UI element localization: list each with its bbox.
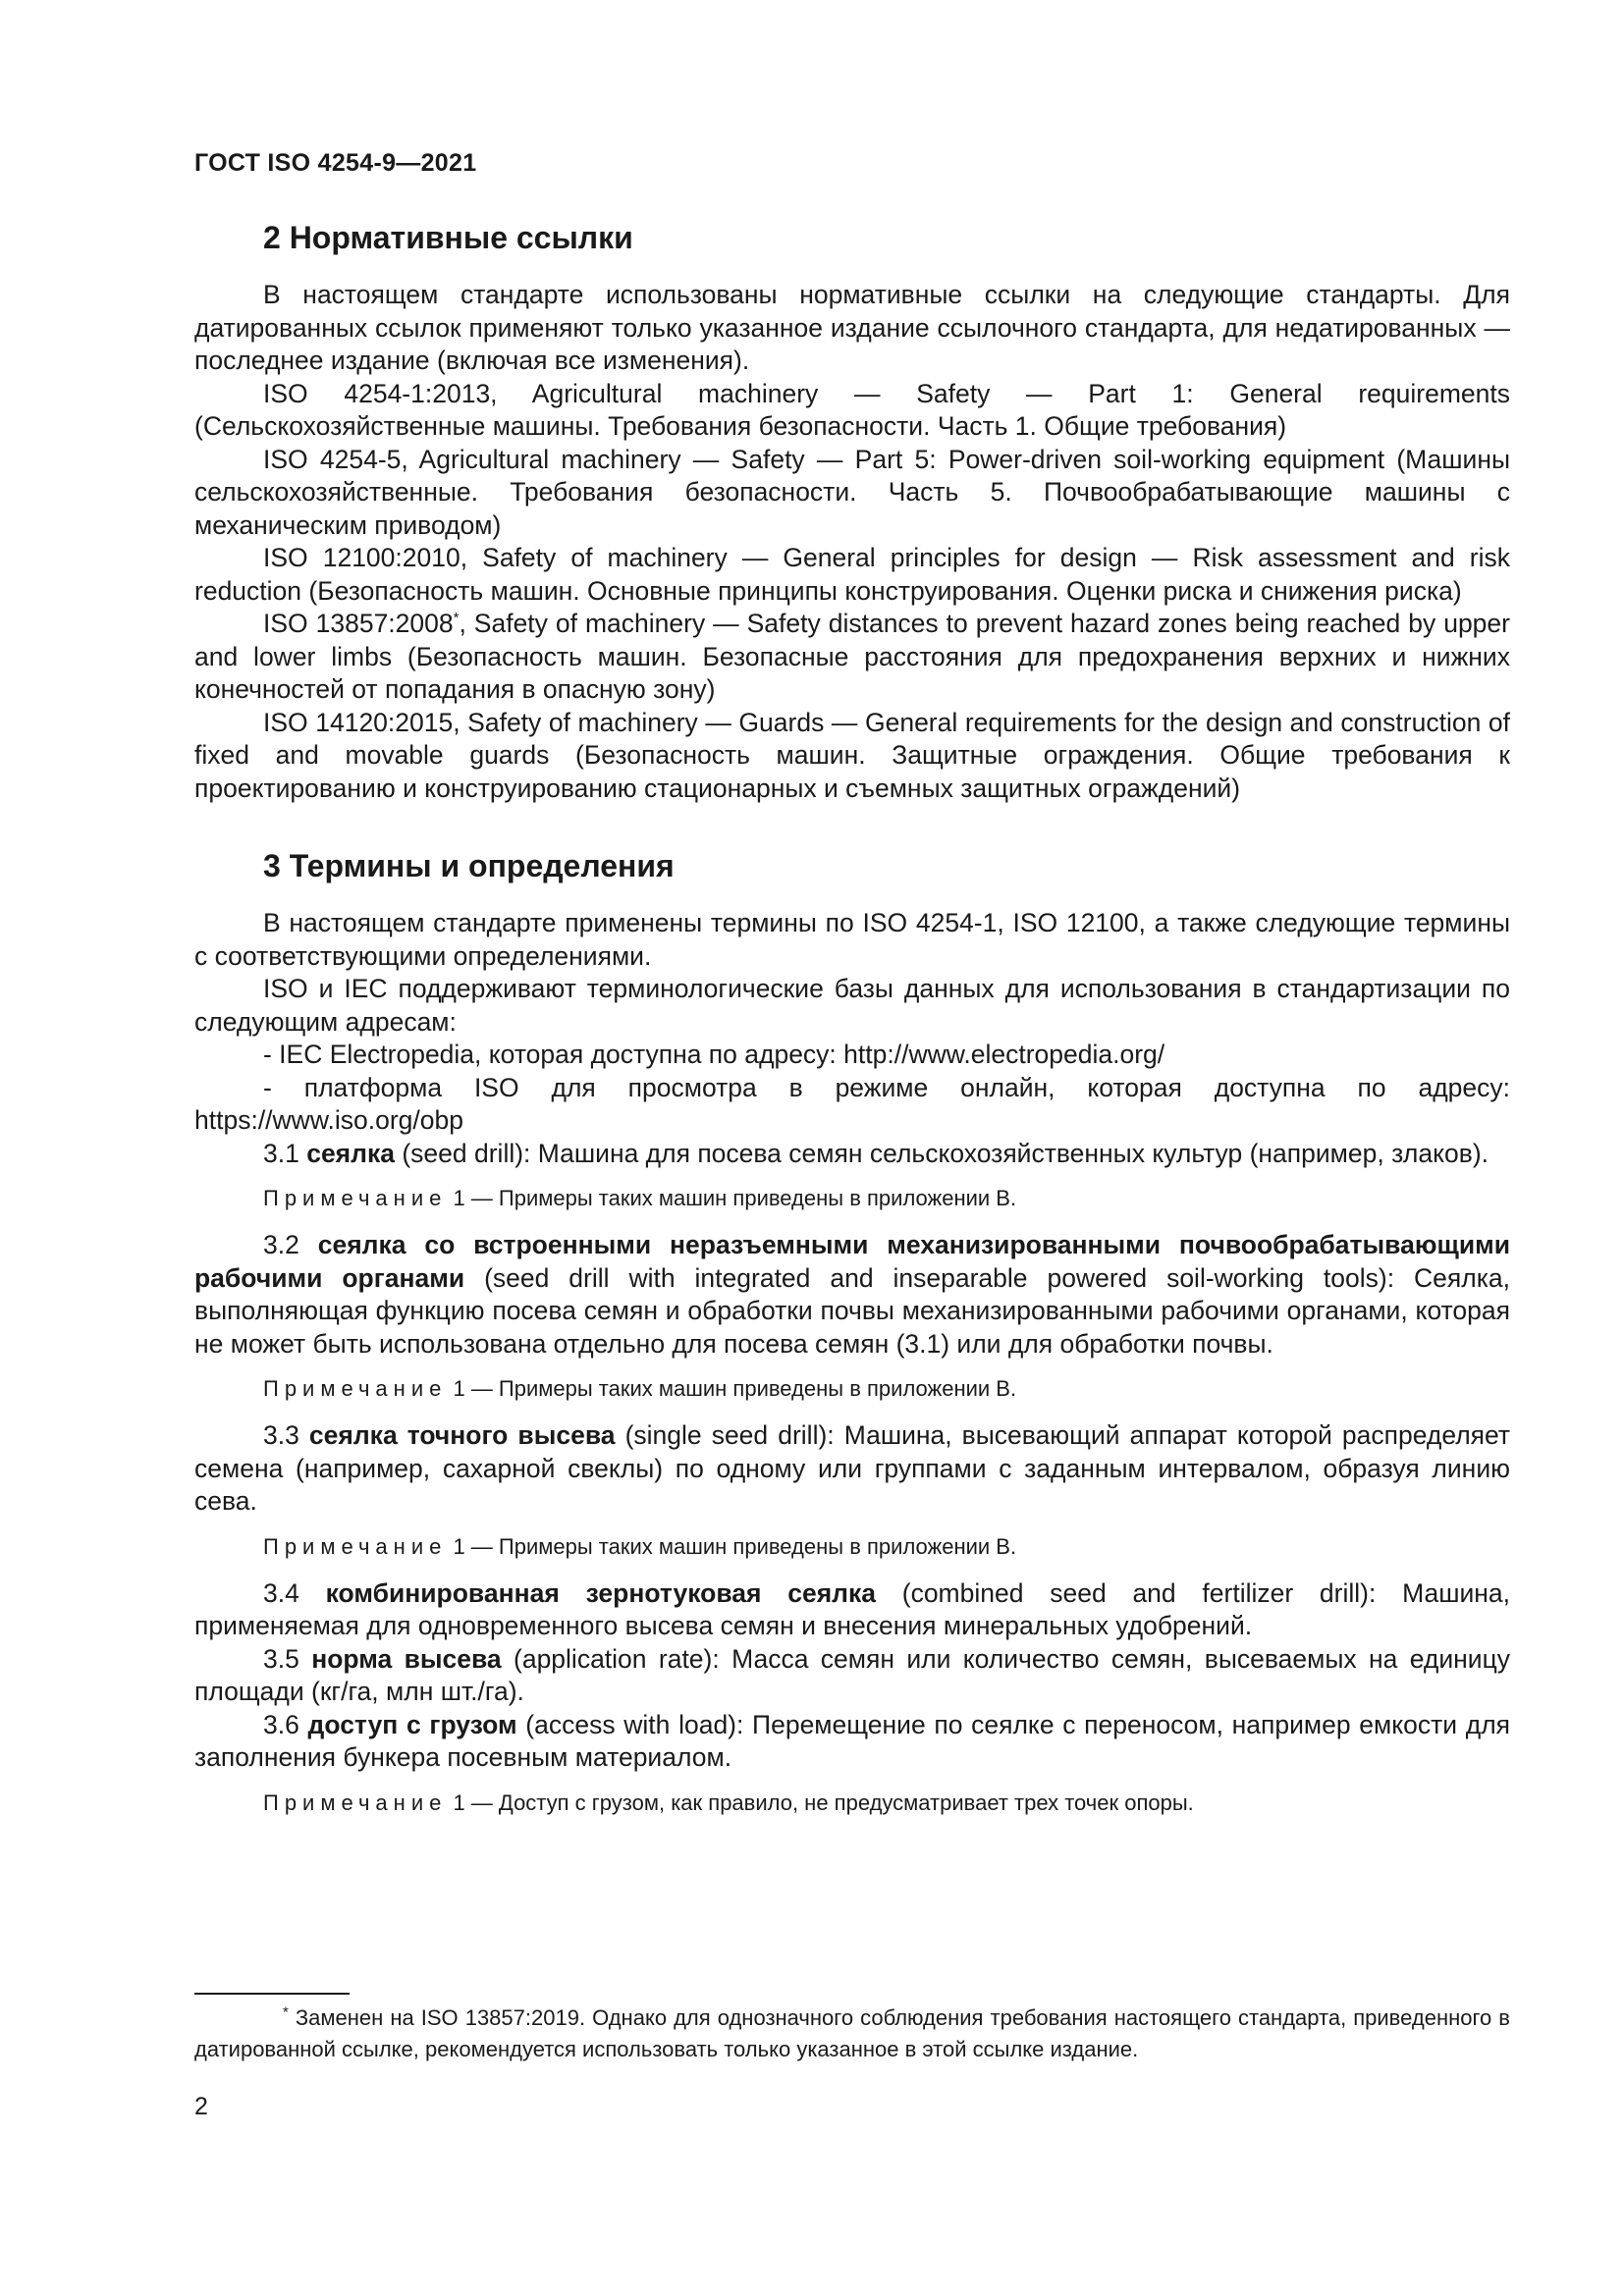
term-number: 3.3 [263,1420,309,1450]
reference-code: ISO 13857:2008 [263,609,454,638]
reference-item: ISO 4254-5, Agricultural machinery — Safety — Part 5: Power-driven soil-working equipment (Машины сельскохозяйственные. Требования безопасности. Часть 5. Почвообрабатывающие машины с механическим приводом) [194,444,1510,540]
term-definition: (access with load): Перемещение по сеялке с переносом, например емкости для заполнения бункера посевным материалом. [194,1709,1511,1772]
note [194,1532,1510,1562]
footnote-divider [194,1993,350,1995]
section-3-title: 3 Термины и определения [263,848,675,883]
term-name: доступ с грузом [307,1709,517,1739]
term-name: норма высева [311,1643,502,1674]
term-definition: (application rate): Масса семян или количество семян, высеваемых на единицу площади (кг/га, млн шт./га). [194,1643,1510,1706]
list-item: - платформа ISO для просмотра в режиме онлайн, которая доступна по адресу: https://www.iso.org/obp [194,1072,1510,1135]
term-3-1 [194,1138,1510,1171]
footnote-marker: * [453,610,460,627]
term-name: сеялка со встроенными неразъемными механизированными почвообрабатывающими рабочими органами [194,1230,1511,1293]
note-text: 1 — Примеры таких машин приведены в приложении В. [447,1186,1017,1210]
note-text: 1 — Примеры таких машин приведены в приложении В. [447,1376,1017,1401]
note [194,1374,1510,1404]
note-text: 1 — Примеры таких машин приведены в приложении В. [447,1533,1017,1559]
term-name: комбинированная зернотуковая сеялка [325,1577,876,1608]
term-number: 3.6 [263,1709,308,1739]
page-content [194,218,1510,1834]
term-number: 3.2 [263,1230,318,1259]
term-3-3 [194,1419,1510,1519]
reference-item: ISO 4254-1:2013, Agricultural machinery — Safety — Part 1: General requirements (Сельскохозяйственные машины. Требования безопасности. Часть 1. Общие требования) [194,378,1510,441]
terminology-databases-intro: ISO и IEC поддерживают терминологические базы данных для использования в стандартизации по следующим адресам: [194,974,1510,1037]
note-label: Примечание [263,1533,448,1559]
page-number: 2 [194,2093,208,2120]
footnote-text: Заменен на ISO 13857:2019. Однако для однозначного соблюдения требования настоящего стандарта, приведенного в датированной ссылке, рекомендуется использовать только указанное в этой ссылке издание. [194,2005,1510,2061]
note [194,1789,1510,1818]
note-label: Примечание [263,1186,448,1210]
section-2-title: 2 Нормативные ссылки [263,220,633,255]
term-name: сеялка [306,1138,395,1168]
term-definition: (seed drill): Машина для посева семян сельскохозяйственных культур (например, злаков). [394,1138,1489,1168]
note-text: 1 — Доступ с грузом, как правило, не предусматривает трех точек опоры. [447,1789,1194,1815]
term-number: 3.4 [263,1577,326,1608]
note-label: Примечание [263,1376,448,1401]
note-label: Примечание [263,1789,448,1815]
reference-item: ISO 12100:2010, Safety of machinery — General principles for design — Risk assessment and risk reduction (Безопасность машин. Основные принципы конструирования. Оценки риска и снижения риска) [194,543,1510,606]
reference-text: , Safety of machinery — Safety distances to prevent hazard zones being reached by upper and lower limbs (Безопасность машин. Безопасные расстояния для предохранения верхних и нижних конечностей от попадания в опасную зону) [194,609,1510,704]
term-3-4 [194,1577,1510,1643]
term-number: 3.5 [263,1643,312,1674]
section-3-intro: В настоящем стандарте применены термины по ISO 4254-1, ISO 12100, а также следующие термины с соответствующими определениями. [194,908,1510,971]
section-2-intro: В настоящем стандарте использованы нормативные ссылки на следующие стандарты. Для датированных ссылок применяют только указанное издание ссылочного стандарта, для недатированных — последнее издание (включая все изменения). [194,280,1510,375]
term-definition: (seed drill with integrated and inseparable powered soil-working tools): Сеялка, выполняющая функцию посева семян и обработки почвы механизированными рабочими органами, которая не может быть использована отдельно для посева семян (3.1) или для обработки почвы. [194,1262,1510,1359]
footnote [194,2002,1510,2065]
term-number: 3.1 [263,1138,307,1168]
term-3-6 [194,1709,1510,1775]
term-3-5 [194,1643,1510,1709]
note [194,1184,1510,1213]
document-header: ГОСТ ISO 4254-9—2021 [194,149,477,177]
reference-item [194,608,1510,707]
list-item: - IEC Electropedia, которая доступна по адресу: http://www.electropedia.org/ [263,1040,1165,1069]
term-3-2 [194,1229,1510,1361]
term-name: сеялка точного высева [308,1420,616,1450]
footnote-marker: * [283,2003,289,2021]
term-definition: (single seed drill): Машина, высевающий аппарат которой распределяет семена (например, сахарной свеклы) по одному или группами с заданным интервалом, образуя линию сева. [194,1420,1510,1516]
term-definition: (combined seed and fertilizer drill): Машина, применяемая для одновременного высева семян и внесения минеральных удобрений. [194,1577,1510,1640]
reference-item: ISO 14120:2015, Safety of machinery — Guards — General requirements for the design and construction of fixed and movable guards (Безопасность машин. Защитные ограждения. Общие требования к проектированию и конструированию стационарных и съемных защитных ограждений) [194,707,1510,803]
